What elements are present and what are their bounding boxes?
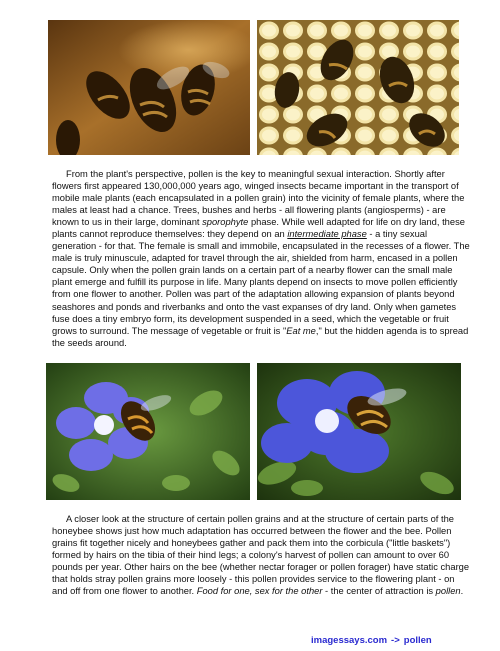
footer-breadcrumb — [311, 635, 432, 646]
photo-bees-on-honeycomb — [257, 20, 459, 155]
photo-bee-on-blue-flower — [46, 363, 250, 500]
emphasis-food-for-one: Food for one, sex for the other — [196, 586, 323, 597]
paragraph-text: A closer look at the structure of certain pollen grains and at the structure of certain parts of the honeybee shows just how much adaptation has occurred between the flower and the bee. Pollen grains fit together nicely and honeybees gather and pack them into the corbicula ("little baskets") formed by hairs on the tibia of their hind legs; a colony's harvest of pollen can amount to over 60 pounds per year. Other hairs on the bee (whether nectar forager or pollen forager) have static charge that holds stray pollen grains more loosely - this pollen provides service to the flowering plant - on and off from one flower to another. — [52, 514, 470, 597]
photo-bee-on-blue-flower-closeup — [257, 363, 461, 500]
paragraph-text: . — [460, 586, 464, 597]
pollen-page-link[interactable]: pollen — [403, 635, 432, 646]
paragraph-text: phase. While well adapted for life on dry land, these plants cannot reproduce themselves: they depend on an — [52, 217, 465, 240]
paragraph-text: - a tiny sexual generation - for that. The female is small and immobile, encapsulated in the recesses of a flower. The male is truly minuscule, adapted for travel through the air, shielded from harm, encased in a pollen capsule. Only when the pollen grain lands on a certain part of a nearby flower can the small male plant emerge and fulfill its purpose in life. Many plants depend on insects to move pollen efficiently from one flower to another. Pollen was part of the adaptation allowing expansion of plants beyond seashores and ponds and riverbanks and onto the vast expanses of dry land. Only when gametes fuse does a tiny embryo form, its development suspended in a seed, which the vegetable or fruit grows to surround. The message of vegetable or fruit is " — [52, 229, 470, 336]
emphasis-pollen: pollen — [435, 586, 461, 597]
breadcrumb-arrow: -> — [391, 635, 400, 646]
body-paragraph-2 — [52, 513, 470, 597]
site-home-link[interactable]: imagessays.com — [311, 635, 388, 646]
paragraph-text: - the center of attraction is — [322, 586, 436, 597]
body-paragraph-1 — [52, 168, 470, 349]
paragraph-text: ," but the hidden agenda is to spread the seeds around. — [52, 325, 469, 348]
emphasis-eat-me: Eat me — [286, 325, 316, 336]
photo-bees-on-wood — [48, 20, 250, 155]
emphasis-sporophyte: sporophyte — [202, 217, 249, 228]
emphasis-intermediate-phase: intermediate phase — [287, 229, 367, 240]
paragraph-text: From the plant's perspective, pollen is the key to meaningful sexual interaction. Shortly after flowers first appeared 130,000,000 years ago, winged insects became important in the transport of mobile male plants (each encapsulated in a pollen grain) into the vicinity of female plants, where the males at least had a chance. Trees, bushes and herbs - all flowering plants (angiosperms) - are known to us in their large, dominant — [52, 169, 465, 228]
